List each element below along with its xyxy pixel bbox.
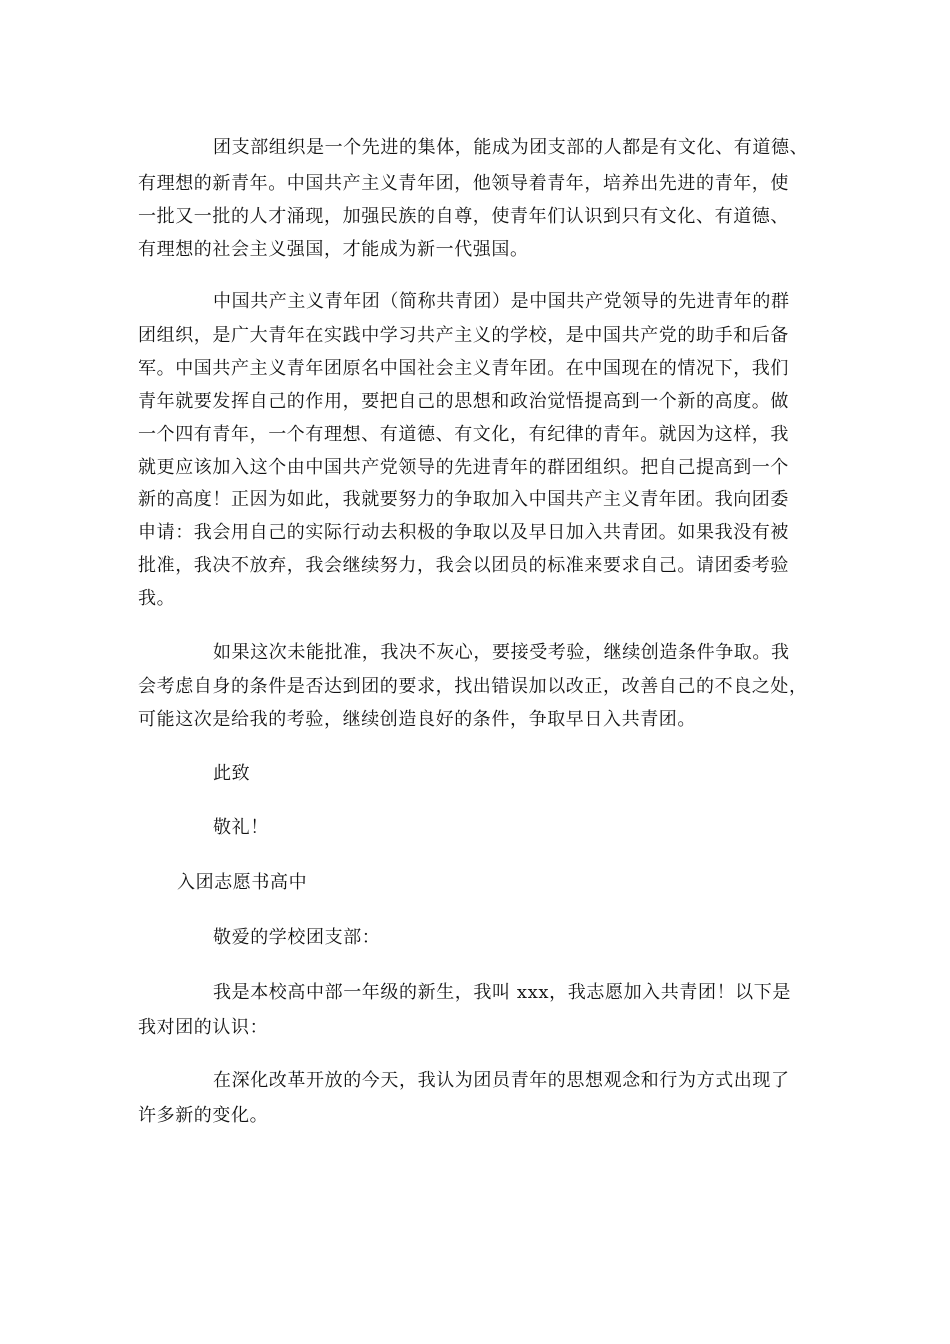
paragraph-4-line-2: 我对团的认识： [138, 1017, 269, 1038]
paragraph-2-line-1: 中国共产主义青年团（简称共青团）是中国共产党领导的先进青年的群 [213, 291, 790, 312]
paragraph-1-line-4: 有理想的社会主义强国，才能成为新一代强国。 [138, 239, 529, 260]
paragraph-1-line-2: 有理想的新青年。中国共产主义青年团，他领导着青年，培养出先进的青年，使 [138, 173, 789, 194]
paragraph-2-line-8: 申请：我会用自己的实际行动去积极的争取以及早日加入共青团。如果我没有被 [138, 522, 789, 543]
paragraph-4-line-1: 我是本校高中部一年级的新生，我叫 xxx，我志愿加入共青团！以下是 [213, 982, 791, 1003]
paragraph-2-line-3: 军。中国共产主义青年团原名中国社会主义青年团。在中国现在的情况下，我们 [138, 358, 789, 379]
closing-salutation: 此致 [213, 763, 251, 784]
paragraph-2-line-2: 团组织，是广大青年在实践中学习共产主义的学校，是中国共产党的助手和后备 [138, 325, 789, 346]
section-heading: 入团志愿书高中 [177, 872, 308, 893]
paragraph-2-line-10: 我。 [138, 588, 176, 609]
paragraph-1-line-3: 一批又一批的人才涌现，加强民族的自尊，使青年们认识到只有文化、有道德、 [138, 206, 789, 227]
paragraph-2-line-4: 青年就要发挥自己的作用，要把自己的思想和政治觉悟提高到一个新的高度。做 [138, 391, 789, 412]
paragraph-2-line-5: 一个四有青年，一个有理想、有道德、有文化，有纪律的青年。就因为这样，我 [138, 424, 789, 445]
paragraph-2-line-9: 批准，我决不放弃，我会继续努力，我会以团员的标准来要求自己。请团委考验 [138, 555, 789, 576]
paragraph-5-line-1: 在深化改革开放的今天，我认为团员青年的思想观念和行为方式出现了 [213, 1070, 790, 1091]
closing-regards: 敬礼！ [213, 817, 269, 838]
paragraph-5-line-2: 许多新的变化。 [138, 1105, 269, 1126]
paragraph-2-line-6: 就更应该加入这个由中国共产党领导的先进青年的群团组织。把自己提高到一个 [138, 457, 789, 478]
paragraph-3-line-3: 可能这次是给我的考验，继续创造良好的条件，争取早日入共青团。 [138, 709, 696, 730]
paragraph-3-line-2: 会考虑自身的条件是否达到团的要求，找出错误加以改正，改善自己的不良之处， [138, 676, 808, 697]
greeting: 敬爱的学校团支部： [213, 927, 381, 948]
paragraph-2-line-7: 新的高度！正因为如此，我就要努力的争取加入中国共产主义青年团。我向团委 [138, 489, 789, 510]
paragraph-3-line-1: 如果这次未能批准，我决不灰心，要接受考验，继续创造条件争取。我 [213, 642, 790, 663]
paragraph-1-line-1: 团支部组织是一个先进的集体，能成为团支部的人都是有文化、有道德、 [213, 137, 809, 158]
